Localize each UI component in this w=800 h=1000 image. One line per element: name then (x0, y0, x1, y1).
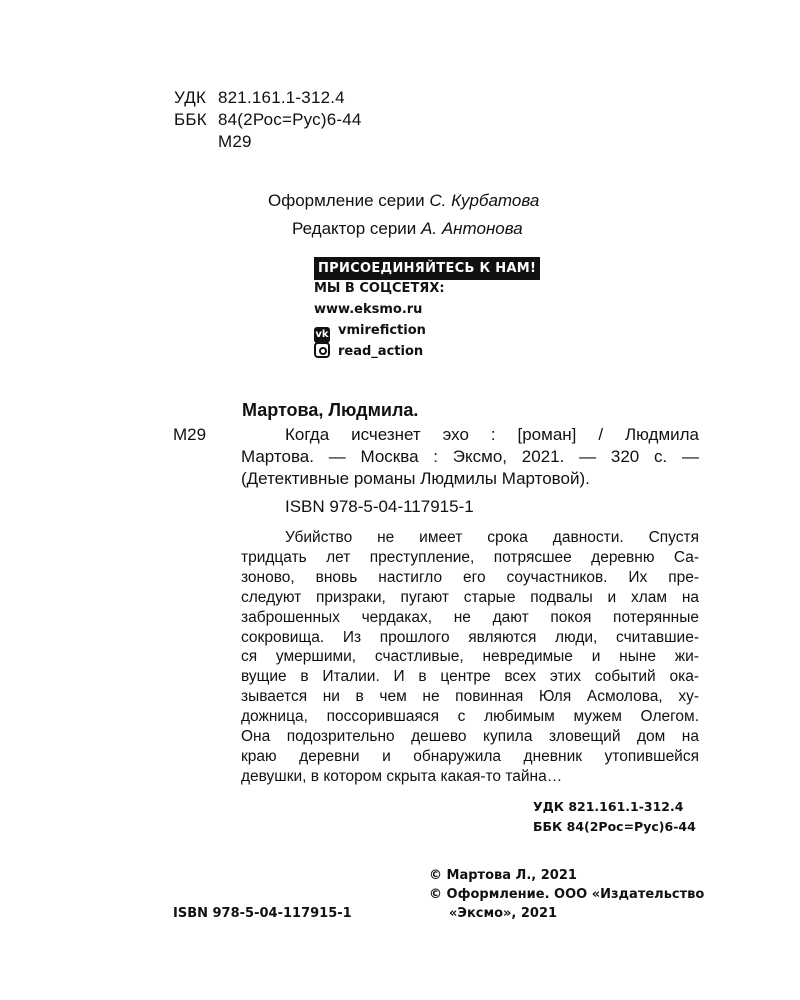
udk-value: 821.161.1-312.4 (218, 88, 345, 107)
annotation-line: зывается ни в чем не повинная Юля Асмолова, ху- (241, 688, 699, 706)
bbk-row (174, 109, 362, 131)
website-link[interactable]: www.eksmo.ru (314, 302, 423, 317)
annotation-line: следуют призраки, пугают старые подвалы и хлам на (241, 588, 699, 606)
bib-line: Когда исчезнет эхо : [роман] / Людмила (285, 425, 699, 444)
author-mark: М29 (218, 132, 252, 151)
editor-label: Редактор серии (292, 219, 417, 238)
design-name: С. Курбатова (429, 191, 540, 210)
bib-line: Мартова. — Москва : Эксмо, 2021. — 320 с. — (241, 447, 699, 466)
editor-name: А. Антонова (421, 219, 523, 238)
annotation-line: сокровища. Из прошлого являются люди, считавшие- (241, 628, 699, 646)
social-block (314, 257, 540, 362)
instagram-row[interactable] (314, 341, 540, 362)
annotation-line: ся умершими, счастливые, невредимые и ныне жи- (241, 648, 699, 666)
annotation-line: заброшенных чердаках, не дают покоя потерянные (241, 608, 699, 626)
series-editor-credit (292, 215, 523, 243)
annotation-line: тридцать лет преступление, потрясшее деревню Са- (241, 548, 699, 566)
vk-icon: vk (314, 327, 330, 343)
series-design-credit (268, 187, 539, 215)
annotation-line: краю деревни и обнаружила дневник утопившейся (241, 747, 699, 765)
annotation-line: девушки, в котором скрыта какая-то тайна… (241, 767, 563, 785)
bbk-value: 84(2Рос=Рус)6-44 (218, 110, 362, 129)
bbk-key: ББК (174, 110, 207, 129)
annotation-line: дожница, поссорившаяся с любимым мужем Олегом. (241, 708, 699, 726)
udk-key: УДК (174, 88, 207, 107)
annotation-line: Убийство не имеет срока давности. Спустя (285, 529, 699, 546)
vk-handle: vmirefiction (338, 323, 426, 338)
bib-line: (Детективные романы Людмилы Мартовой). (241, 469, 590, 488)
bibliographic-record (241, 424, 699, 490)
footer-isbn: ISBN 978-5-04-117915-1 (173, 906, 352, 921)
instagram-handle: read_action (338, 344, 424, 359)
copyright-design-cont: «Эксмо», 2021 (449, 906, 558, 921)
annotation-line: зоново, вновь настигло его соучастников. Их пре- (241, 568, 699, 586)
join-banner: ПРИСОЕДИНЯЙТЕСЬ К НАМ! (314, 257, 540, 280)
card-author-mark: М29 (173, 425, 207, 444)
annotation-line: Она подозрительно дешево купила зловещий дом на (241, 728, 699, 746)
card-author-heading: Мартова, Людмила. (242, 400, 419, 420)
copyright-author: © Мартова Л., 2021 (429, 868, 577, 883)
card-bbk: ББК 84(2Рос=Рус)6-44 (533, 819, 696, 834)
card-isbn: ISBN 978-5-04-117915-1 (285, 497, 474, 516)
annotation (241, 528, 699, 787)
card-udk: УДК 821.161.1-312.4 (533, 799, 684, 814)
join-banner-row (314, 257, 540, 278)
annotation-line: вущие в Италии. И в центре всех этих событий ока- (241, 668, 699, 686)
design-label: Оформление серии (268, 191, 425, 210)
instagram-icon (314, 342, 330, 358)
copyright-design: © Оформление. ООО «Издательство (429, 887, 705, 902)
udk-row (174, 87, 345, 109)
networks-heading: МЫ В СОЦСЕТЯХ: (314, 281, 445, 296)
vk-row[interactable] (314, 320, 540, 341)
